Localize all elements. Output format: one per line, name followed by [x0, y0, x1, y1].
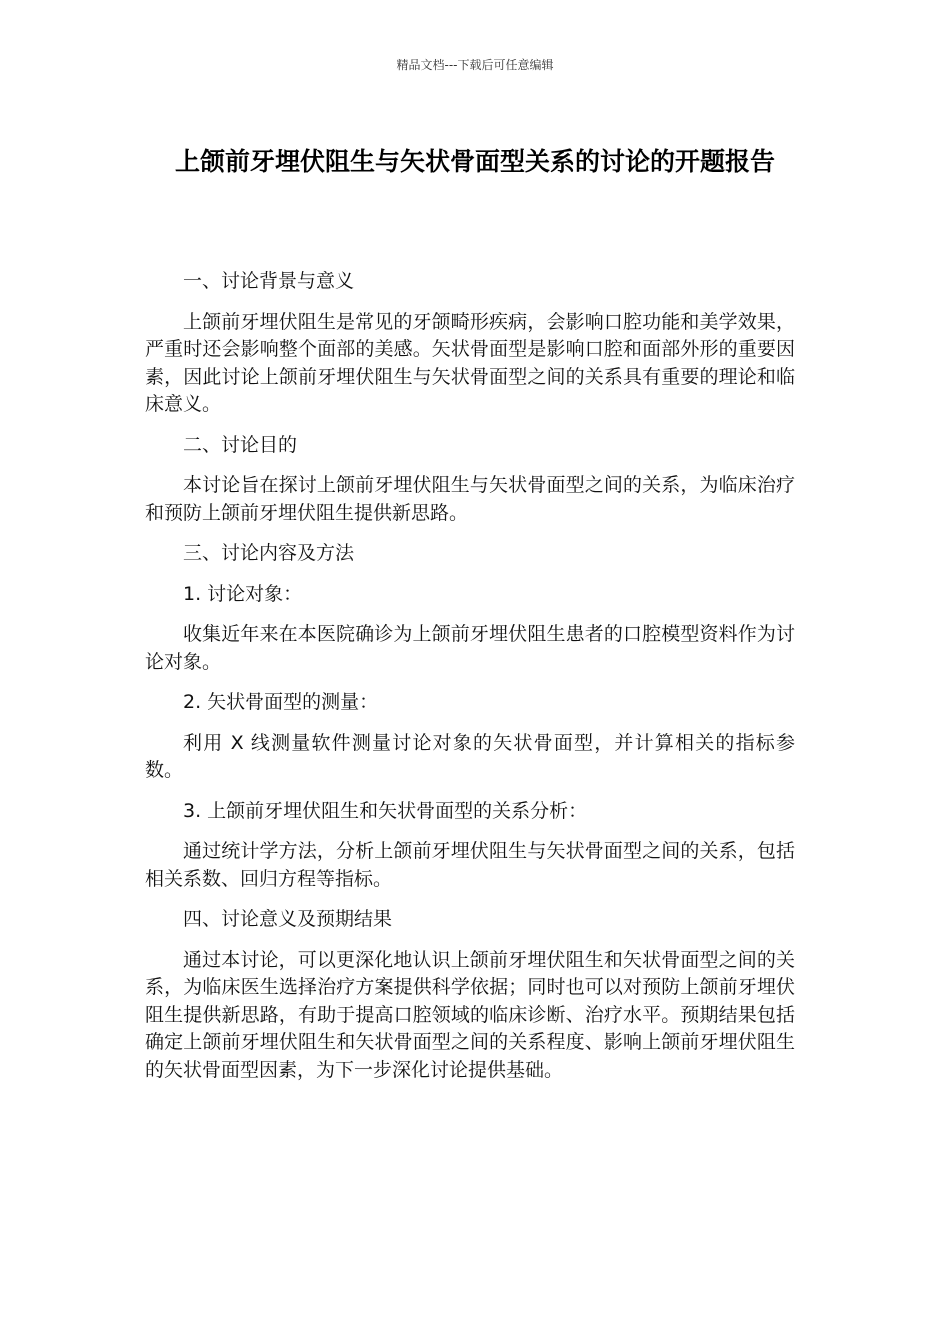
section-1-heading: 一、讨论背景与意义 — [183, 270, 355, 292]
section-3-item-1-paragraph: 收集近年来在本医院确诊为上颌前牙埋伏阻生患者的口腔模型资料作为讨论对象。 — [145, 623, 795, 673]
section-3-item-1-heading: 1. 讨论对象： — [183, 582, 303, 605]
section-4-heading: 四、讨论意义及预期结果 — [183, 908, 393, 930]
header-note: 精品文档---下载后可任意编辑 — [396, 58, 554, 72]
section-3-item-3-heading: 3. 上颌前牙埋伏阻生和矢状骨面型的关系分析： — [183, 799, 588, 822]
section-2-heading: 二、讨论目的 — [183, 433, 298, 456]
section-3-item-3-paragraph: 通过统计学方法，分析上颌前牙埋伏阻生与矢状骨面型之间的关系，包括相关系数、回归方程等指标。 — [145, 840, 795, 890]
section-1-paragraph: 上颌前牙埋伏阻生是常见的牙颌畸形疾病，会影响口腔功能和美学效果，严重时还会影响整个面部的美感。矢状骨面型是影响口腔和面部外形的重要因素，因此讨论上颌前牙埋伏阻生与矢状骨面型之间的关系具有重要的理论和临床意义。 — [145, 310, 795, 415]
document-title: 上颌前牙埋伏阻生与矢状骨面型关系的讨论的开题报告 — [174, 147, 775, 176]
section-3-item-2-paragraph: 利用 X 线测量软件测量讨论对象的矢状骨面型，并计算相关的指标参数。 — [145, 731, 795, 781]
section-3-heading: 三、讨论内容及方法 — [183, 542, 355, 564]
section-3-item-2-heading: 2. 矢状骨面型的测量： — [183, 691, 379, 713]
document-body — [145, 268, 795, 1097]
section-2-paragraph: 本讨论旨在探讨上颌前牙埋伏阻生与矢状骨面型之间的关系，为临床治疗和预防上颌前牙埋伏阻生提供新思路。 — [145, 474, 795, 524]
section-4-paragraph: 通过本讨论，可以更深化地认识上颌前牙埋伏阻生和矢状骨面型之间的关系，为临床医生选择治疗方案提供科学依据；同时也可以对预防上颌前牙埋伏阻生提供新思路，有助于提高口腔领域的临床诊断、治疗水平。预期结果包括确定上颌前牙埋伏阻生和矢状骨面型之间的关系程度、影响上颌前牙埋伏阻生的矢状骨面型因素，为下一步深化讨论提供基础。 — [145, 948, 795, 1081]
